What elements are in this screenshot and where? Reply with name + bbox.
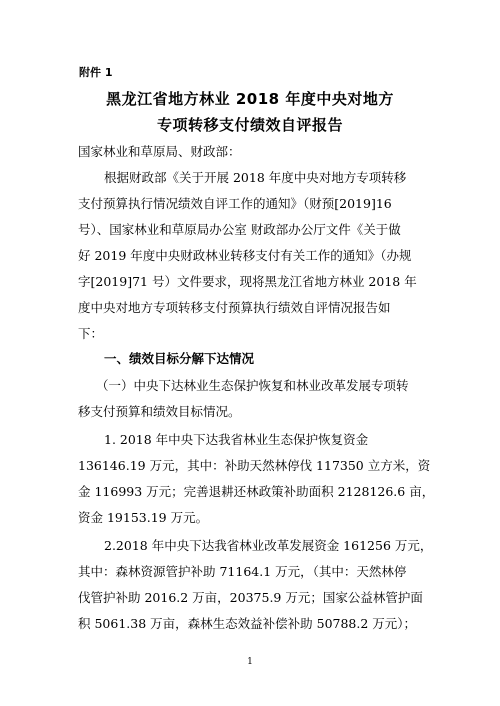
subsection-heading-line: 移支付预算和绩效目标情况。 [78, 404, 241, 419]
item-line: 2.2018 年中央下达我省林业改革发展资金 161256 万元， [104, 538, 433, 553]
item-line: 伐管护补助 2016.2 万亩，20375.9 万元；国家公益林管护面 [78, 590, 423, 605]
attachment-label: 附件 1 [79, 66, 113, 79]
paragraph-line: 字[2019]71 号）文件要求，现将黑龙江省地方林业 2018 年 [78, 274, 417, 289]
item-line: 其中：森林资源管护补助 71164.1 万元，（其中：天然林停 [78, 564, 407, 579]
salutation: 国家林业和草原局、财政部： [78, 144, 241, 159]
subsection-heading-line: （一）中央下达林业生态保护恢复和林业改革发展专项转 [96, 378, 409, 393]
section-heading: 一、绩效目标分解下达情况 [104, 351, 255, 366]
item-line: 金 116993 万元；完善退耕还林政策补助面积 2128126.6 亩， [78, 484, 435, 499]
paragraph-line: 根据财政部《关于开展 2018 年度中央对地方专项转移 [104, 170, 407, 185]
title-line-1: 黑龙江省地方林业 2018 年度中央对地方 [106, 90, 394, 108]
paragraph-line: 好 2019 年度中央财政林业转移支付有关工作的通知》（办规 [78, 248, 412, 263]
title-line-2: 专项转移支付绩效自评报告 [156, 116, 343, 134]
item-line: 资金 19153.19 万元。 [78, 510, 209, 525]
item-line: 1. 2018 年中央下达我省林业生态保护恢复资金 [104, 432, 369, 447]
paragraph-line: 下： [78, 326, 104, 341]
item-line: 136146.19 万元，其中：补助天然林停伐 117350 立方米，资 [78, 458, 431, 473]
paragraph-line: 号）、国家林业和草原局办公室 财政部办公厅文件《关于做 [78, 222, 401, 237]
paragraph-line: 度中央对地方专项转移支付预算执行绩效自评情况报告如 [78, 300, 391, 315]
paragraph-line: 支付预算执行情况绩效自评工作的通知》（财预[2019]16 [78, 196, 392, 211]
page-number: 1 [247, 657, 253, 667]
item-line: 积 5061.38 万亩，森林生态效益补偿补助 50788.2 万元）； [78, 616, 417, 631]
